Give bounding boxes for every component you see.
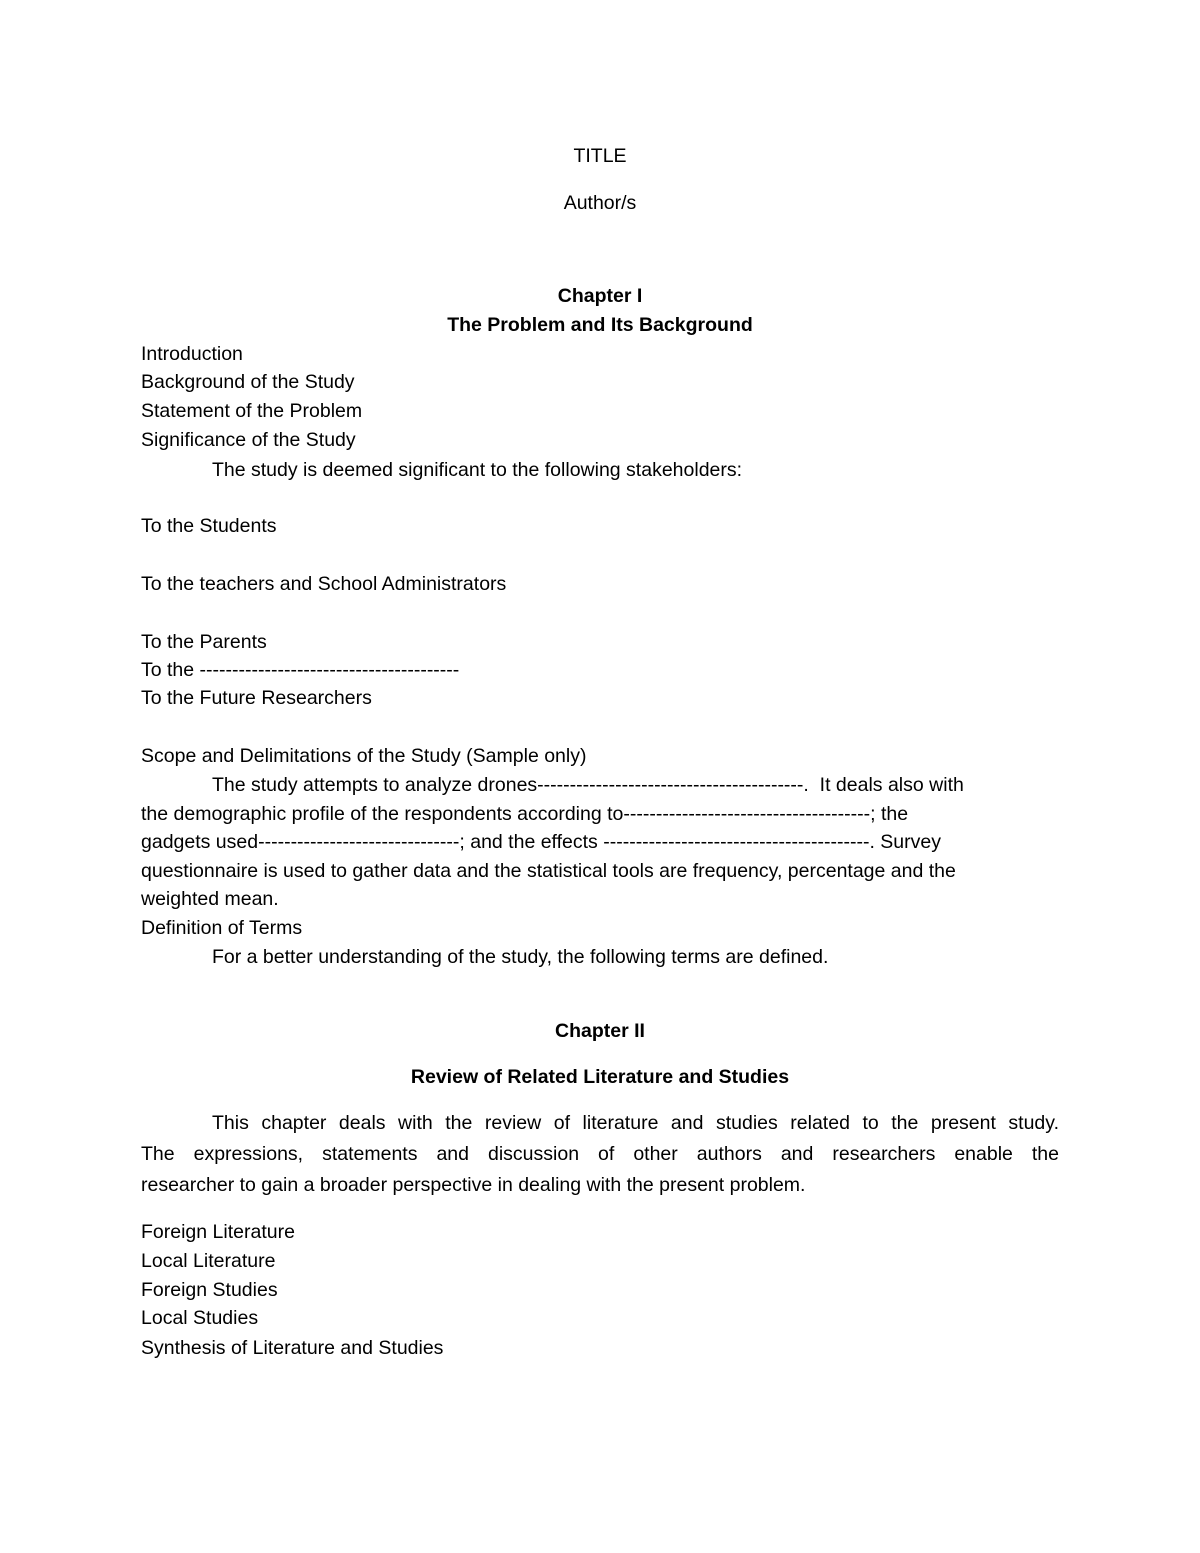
scope-text-line-3: gadgets used-------------------------------; and the effects -----------------------------------------. Survey	[141, 831, 941, 853]
definition-intro: For a better understanding of the study, the following terms are defined.	[212, 946, 829, 968]
scope-text-line-1: The study attempts to analyze drones-----------------------------------------. It deals also with	[212, 774, 964, 796]
stakeholder-other: To the ----------------------------------------	[141, 659, 460, 681]
section-local-literature: Local Literature	[141, 1250, 276, 1272]
chapter-2-intro-line-3: researcher to gain a broader perspective in dealing with the present problem.	[141, 1174, 806, 1196]
chapter-2-intro-line-2: The expressions, statements and discussion of other authors and researchers enable the	[141, 1143, 1059, 1165]
section-background: Background of the Study	[141, 371, 355, 393]
chapter-1-label: Chapter I	[557, 285, 643, 307]
section-scope: Scope and Delimitations of the Study (Sample only)	[141, 745, 587, 767]
section-introduction: Introduction	[141, 343, 243, 365]
stakeholder-teachers: To the teachers and School Administrators	[141, 573, 507, 595]
chapter-2-heading: Review of Related Literature and Studies	[410, 1066, 790, 1088]
section-statement-of-problem: Statement of the Problem	[141, 400, 363, 422]
significance-intro: The study is deemed significant to the following stakeholders:	[212, 459, 743, 481]
chapter-2-intro-paragraph	[141, 1108, 1059, 1201]
chapter-1-heading: The Problem and Its Background	[447, 314, 753, 336]
stakeholder-future-researchers: To the Future Researchers	[141, 687, 372, 709]
section-definition-of-terms: Definition of Terms	[141, 917, 303, 939]
chapter-2-label: Chapter II	[555, 1020, 645, 1042]
section-foreign-studies: Foreign Studies	[141, 1279, 278, 1301]
chapter-2-intro-line-1: This chapter deals with the review of literature and studies related to the present study.	[212, 1112, 1059, 1134]
scope-text-line-2: the demographic profile of the respondents according to--------------------------------------; the	[141, 803, 909, 825]
section-significance: Significance of the Study	[141, 429, 356, 451]
section-synthesis: Synthesis of Literature and Studies	[141, 1337, 444, 1359]
document-title: TITLE	[573, 145, 627, 167]
scope-text-line-4: questionnaire is used to gather data and the statistical tools are frequency, percentage and the	[141, 860, 956, 882]
section-local-studies: Local Studies	[141, 1307, 259, 1329]
document-authors: Author/s	[563, 192, 637, 214]
scope-text-line-5: weighted mean.	[141, 888, 279, 910]
stakeholder-parents: To the Parents	[141, 631, 267, 653]
stakeholder-students: To the Students	[141, 515, 277, 537]
section-foreign-literature: Foreign Literature	[141, 1221, 295, 1243]
